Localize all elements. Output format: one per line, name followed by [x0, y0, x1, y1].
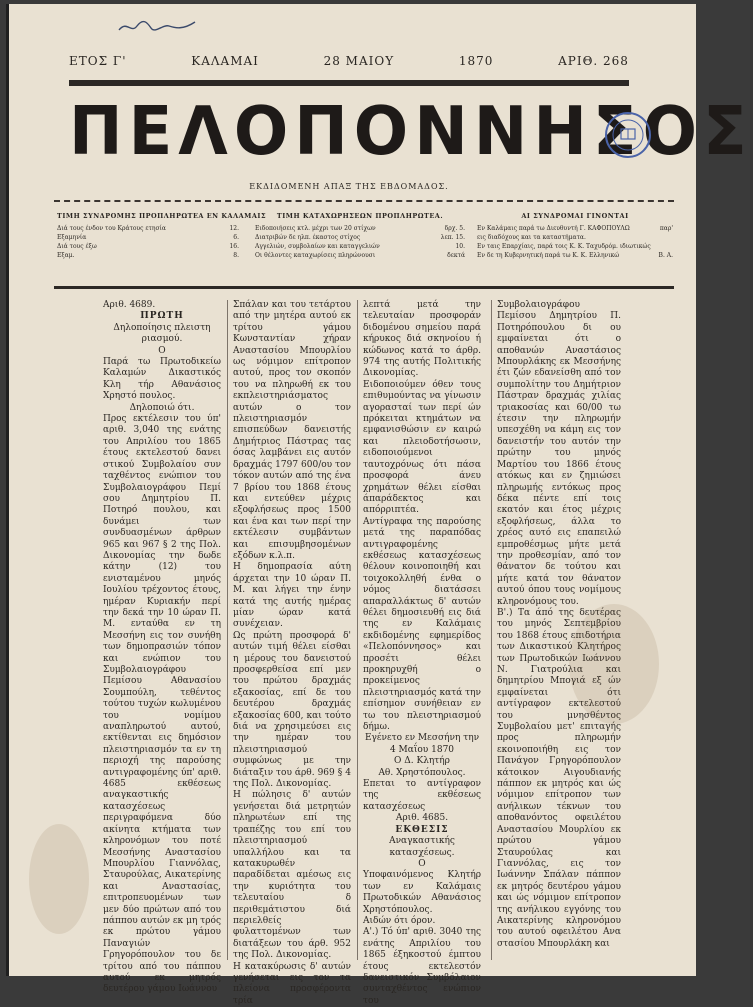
- section-rule: [54, 286, 674, 289]
- masthead-subtitle: ΕΚΔΙΔΟΜΕΝΗ ΑΠΑΞ ΤΗΣ ΕΒΔΟΜΑΔΟΣ.: [249, 182, 449, 191]
- article-column-1: [103, 300, 221, 995]
- info-row: Ειδοποιήσεις κτλ. μέχρι των 20 στίχων δρχ. 5.: [255, 225, 465, 232]
- paragraph: Η πώλησις δ' αυτών γενήσεται διά μετρητών πληρωτέων επί της τραπέζης του επί του πλειστηριασμού υπαλλήλου και τα κατακυρωθέν παραδίδεται αμέσως εις την κυριότητα του τελευταίου δ περιθεμάτιστου διά περιελθείς φυλαττομένων των διατάξεων του άρθ. 952 της Πολ. Δικονομίας.: [233, 790, 351, 961]
- info-row: Οι θέλοντες καταχωρίσεις πληρώνουσι δεκτά: [255, 252, 465, 259]
- handwritten-signature: [117, 16, 197, 36]
- paragraph: λεπτά μετά την τελευταίαν προσφοράν διδομένου σημείου παρά κήρυκος διά σκηνοίου ή κώδωνος κατά το άρθρ. 974 της αυτής Πολιτικής Δικονομίας.: [363, 300, 481, 379]
- paragraph: Αθ. Χρηστόπουλος.: [378, 767, 466, 778]
- notice-subheading: Δηλοποίησις πλειστη ριασμού.: [113, 322, 211, 345]
- issue-number: ΑΡΙΘ. 268: [558, 54, 629, 68]
- masthead-top-rule: [69, 80, 629, 86]
- issue-year-number: 1870: [458, 54, 494, 68]
- agents-title: ΑΙ ΣΥΝΔΡΟΜΑΙ ΓΙΝΟΝΤΑΙ: [521, 212, 629, 220]
- paragraph: Ειδοποιούμεν όθεν τους επιθυμούντας να γίνωσιν αγορασταί των περί ών πρόκειται κτημάτων να εμφανισθώσιν εν καιρώ και πλειοδοτήσωσιν, ειδοποιούμενοι ταυτοχρόνως ότι πάσα προσφορά άνευ χρημάτων θέλει είσθαι άπαράδεκτος και απόρριπτέα.: [363, 379, 481, 516]
- info-row: Εν ταις Επαρχίαις, παρά τοις Κ. Κ. Ταχυδρόμ. ιδιωτικώς: [477, 243, 651, 250]
- info-row: Εξαμ. 8.: [57, 252, 239, 259]
- paragraph: Παρά τω Πρωτοδικείω Καλαμών Δικαστικός Κλη τήρ Αθανάσιος Χρηστό πουλος.: [103, 357, 221, 402]
- article-column-2: [233, 300, 351, 1006]
- section-heading: ΕΚΘΕΣΙΣ: [395, 824, 449, 835]
- paragraph: Ο: [158, 345, 166, 356]
- ad-prices: [255, 212, 465, 260]
- paragraph: Ο Δ. Κλητήρ: [394, 756, 450, 767]
- paragraph: Υποφαινόμενος Κλητήρ των εν Καλάμαις Πρωτοδικών Αθανάσιος Χρηστόπουλος.: [363, 870, 481, 915]
- info-row: Διά τους έξω 16.: [57, 243, 239, 250]
- info-row: Εξαμηνία 6.: [57, 234, 239, 241]
- paragraph: Η κατακύρωσις δ' αυτών γενήσεται εις τον τα πλείονα προσφέροντα τρία: [233, 961, 351, 1006]
- dateline: [69, 54, 629, 70]
- subscription-agents: [477, 212, 673, 260]
- paragraph: Ο: [418, 858, 426, 869]
- paper-stain: [29, 824, 89, 934]
- info-row: Αγγελιών, συμβολαίων και καταγγελιών 10.: [255, 243, 465, 250]
- info-row: Διά τους ένδον του Κράτους ετησία 12.: [57, 225, 239, 232]
- issue-date: 28 ΜΑΙΟΥ: [323, 54, 395, 68]
- paragraph: Εγένετο εν Μεσσήνη την 4 Μαΐου 1870: [364, 733, 480, 755]
- info-row: Διατριβών δε ηλπ. έκαστος στίχος λεπ. 15.: [255, 234, 465, 241]
- paragraph: Α'.) Τό ύπ' αριθ. 3040 της ενάτης Απριλίου του 1865 έξηκοστού έμπτου έτους εκτελεστόν δανειστικόν Συμβόλαιον συνταχθέντος ενώπιον του: [363, 927, 481, 1006]
- column-separator: [227, 300, 228, 960]
- ad-number: Αριθ. 4689.: [103, 300, 156, 310]
- paragraph: Δηλοποιώ ότι.: [129, 402, 195, 413]
- paragraph: Αναγκαστικής κατασχέσεως.: [389, 836, 455, 858]
- paragraph: Αιδών ότι όρον.: [363, 915, 436, 926]
- article-column-3: [363, 300, 481, 1006]
- info-row: Εν Καλάμαις παρά τω Διευθυντή Γ. ΚΑΦΟΠΟΥΛΩ παρ': [477, 225, 673, 232]
- paragraph: Β'.) Τα άπό της δευτέρας του μηνός Σεπτεμβρίου του 1868 έτους επιδοτήρια των Δικαστικού Κλητήρος των Πρωτοδικών Ιωάννου Ν. Γιατρούλια και δημητρίου Μπογιά εξ ών εμφαίνεται ότι αντίγραφον εκτελεστού του μνησθέντος Συμβολαίου μετ' επιταγής προς πληρωμήν εκοινοποιήθη εις τον Πανάγον Γρηγορόπουλον κάτοικον Αιγουδιανής πάππον εκ μητρός και ώς νόμιμον επίτροπον των ανήλικων τέκνων του αποθανόντος οφειλέτου Αναστασίου Μουρλίου εκ πρώτου γάμου Σταυρούλας και Γιαννόλας, εις τον Ιωάννην Σπάλαν πάππον εκ μητρός δευτέρου γάμου και ώς νόμιμον επίτροπον της ανήλικου εγγόνης του Αικατερίνης κληρονόμου του αυτού οφειλέτου Ανα στασίου Μπουρλάκη και: [497, 607, 621, 949]
- masthead-title: ΠΕΛΟΠΟΝΝΗΣΟΣ: [69, 93, 753, 171]
- paragraph: Σπάλαν και του τετάρτου από την μητέρα αυτού εκ τρίτου γάμου Κωνσταντίαν χήραν Αναστασίου Μπουρλίου ως νόμιμον επίτροπον αυτού, προς τον σκοπόν του να πληρωθή εκ του εκπλειστηριάσματος αυτών ο τον πλειστηριασμόν επισπεύδων δανειστής Δημήτριος Πάστρας τας όσας λαμβάνει εις αυτόν δραχμάς 1797 600/ου τον τόκον αυτών από της ένα 7 βρίου του 1868 έτους και εντεύθεν μέχρις εξοφλήσεως προς 1500 και ένα και των περί την εκτέλεσιν συμβάντων και επισυμβησομένων εξόδων κ.λ.π.: [233, 300, 351, 561]
- column-separator: [491, 300, 492, 960]
- place: ΚΑΛΑΜΑΙ: [191, 54, 259, 68]
- notice-heading: ΠΡΩΤΗ: [140, 311, 184, 322]
- library-stamp-icon: [603, 110, 653, 160]
- issue-year: ΕΤΟΣ Γ': [69, 54, 127, 68]
- info-block: [57, 212, 673, 280]
- paper-stain: [569, 604, 659, 724]
- paragraph: Αριθ. 4685.: [395, 813, 449, 824]
- paragraph: Ως πρώτη προσφορά δ' αυτών τιμή θέλει είσθαι η μέρους του δανειστού προσφερθείσα επί μεν του πρώτου δραχμάς εξακοσίας, επί δε του δευτέρου δραχμάς εξακοσίας 600, και τούτο διά να χρησιμεύσει εις την ημέραν του πλειστηριασμού συμφώνως με την διάταξιν του άρθ. 969 § 4 της Πολ. Δικονομίας.: [233, 630, 351, 790]
- info-row: εις διαδόχους και τα καταστήματα.: [477, 234, 586, 241]
- column-separator: [357, 300, 358, 960]
- info-row: Εν δε τη Κυβερνητική παρά τω Κ. Κ. Ελληνικώ Β. Α.: [477, 252, 673, 259]
- subscription-title: ΤΙΜΗ ΣΥΝΔΡΟΜΗΣ ΠΡΟΠΛΗΡΩΤΕΑ ΕΝ ΚΑΛΑΜΑΙΣ: [57, 212, 267, 220]
- newspaper-page: [6, 4, 753, 1006]
- ad-prices-title: ΤΙΜΗ ΚΑΤΑΧΩΡΗΣΕΩΝ ΠΡΟΠΛΗΡΩΤΕΑ.: [276, 212, 444, 220]
- paragraph: Επεται το αντίγραφον της εκθέσεως κατασχέσεως: [363, 779, 481, 812]
- dashed-rule: [54, 200, 674, 202]
- paragraph: Αντίγραφα της παρούσης μετά της παραπόδας αντιγραφομένης εκθέσεως κατασχέσεως θέλουν κοινοποιηθή και τοιχοκολληθή ένθα ο νόμος διατάσσει απαραλλάκτως δ' αυτών θέλει δημοσιευθή εις διά της εν Καλάμαις εκδιδομένης εφημερίδος «Πελοπόννησος» και προσέτι θέλει προκηρυχθή ο προκείμενος πλειστηριασμός κατά την επίσημον συνήθειαν εν τω του πλειστηριασμού δήμω.: [363, 516, 481, 733]
- paragraph: Συμβολαιογράφου Πεμίσου Δημητρίου Π. Ποτηρόπουλου δι ου εμφαίνεται ότι ο αποθανών Αναστάσιος Μπουρλάκης εκ Μεσσήνης έτι ζών εδανείσθη από τον συμπολίτην του Δημήτριον Πάστραν δραχμάς χιλίας τριακοσίας και 60/00 τω έτεσιν την πληρωμήν υπεσχέθη να κάμη εις τον δανειστήν του αυτόν την πρώτην του μηνός Μαρτίου του 1866 έτους ατόκως και εν ζημιώσει πληρωμής εντόκως προς δέκα πέντε επί τοις εκατόν και έτος μέχρις εξοφλήσεως, άλλα το χρέος αυτό εις επαπειλώ εμπροθέσμως μήτε μετά την προθεσμίαν, από τον θάνατον δε τούτου και μήτε κατά τον θάνατον αυτού όπου τους νομίμους κληρονόμους του.: [497, 300, 621, 607]
- subscription-prices: [57, 212, 267, 260]
- paragraph: Προς εκτέλεσιν του ύπ' αριθ. 3,040 της ενάτης του Απριλίου του 1865 έτους εκτελεστού δανει στικού Συμβολαίου συν ταχθέντος ενώπιον του Συμβολαιογράφου Πεμί σου Δημητρίου Π. Ποτηρό πουλου, και δυνάμει των συνδυασμένων άρθρων 965 και 967 § 2 της Πολ. Δικονομίας την δωδε κάτην (12) του ενισταμένου μηνός Ιουλίου τρέχοντος έτους, ημέραν Κυριακήν περί την δεκά την 10 ώραν Π. Μ. ενταύθα εν τη Μεσσήνη εις τον συνήθη των δημοπρασιών τόπον και ενώπιον του Συμβολαιογράφου Πεμίσου Αθανασίου Σουμπούλη, τεθέντος τούτου τυχών κωλυμένου του νομίμου αναπληρωτού αυτού, εκτίθενται εις δημόσιον πλειστηριασμόν τα εν τη περιοχή της παρούσης αντιγραφομένης ύπ' αριθ. 4685 εκθέσεως αναγκαστικής κατασχέσεως περιγραφόμενα δύο ακίνητα κτήματα των κληρονόμων του ποτέ Μεσσήνης Αναστασίου Μπουρλίου Γιαννόλας, Σταυρούλας, Αικατερίνης και Αναστασίας, επιτροπευομένων των μεν δύο πρώτων από του πάππου αυτών εκ μη τρός εκ πρώτου γάμου Παναγιών Γρηγορόπουλον του δε τρίτου από του πάππου αυτού εκ μητρός δευτέρου γάμου Ιωάννου: [103, 414, 221, 995]
- paragraph: Η δημοπρασία αύτη άρχεται την 10 ώραν Π. Μ. και λήγει την ένην κατά της αυτής ημέρας μίαν ώραν κατά συνέχειαν.: [233, 562, 351, 630]
